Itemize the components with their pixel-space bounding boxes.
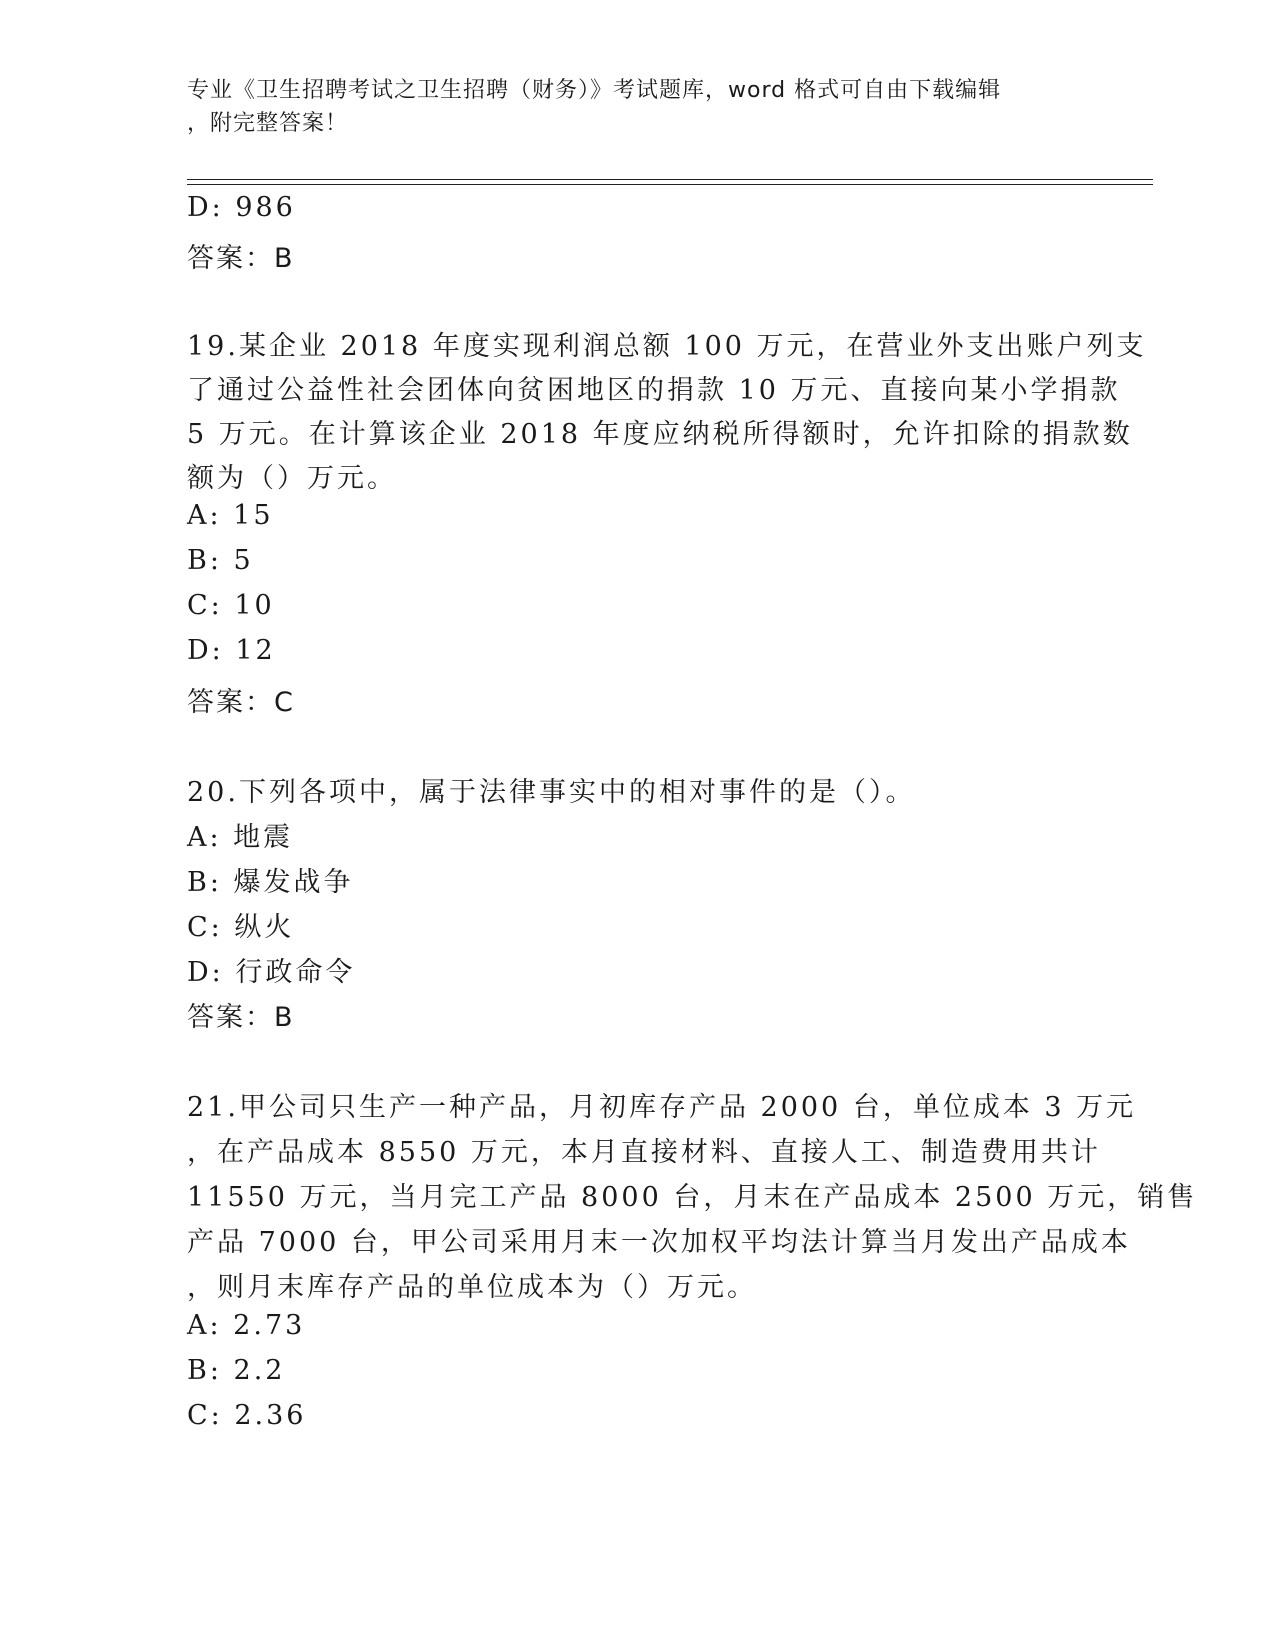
question-20-option-c: C: 纵火 (187, 912, 295, 943)
question-21-option-a: A: 2.73 (187, 1310, 306, 1341)
prev-option-d: D: 986 (187, 192, 296, 223)
question-21-line-2: ，在产品成本 8550 万元，本月直接材料、直接人工、制造费用共计 (187, 1137, 1101, 1168)
prev-answer: 答案：B (187, 243, 295, 274)
header-line-2: ，附完整答案！ (187, 111, 349, 136)
question-19-answer: 答案：C (187, 687, 295, 718)
question-19-option-c: C: 10 (187, 590, 275, 621)
question-19-line-3: 5 万元。在计算该企业 2018 年度应纳税所得额时，允许扣除的捐款数 (187, 419, 1133, 450)
question-19-line-1: 19.某企业 2018 年度实现利润总额 100 万元，在营业外支出账户列支 (187, 331, 1147, 362)
question-21-option-c: C: 2.36 (187, 1400, 307, 1431)
question-19-option-b: B: 5 (187, 545, 254, 576)
question-20-option-d: D: 行政命令 (187, 957, 356, 988)
question-21-line-4: 产品 7000 台，甲公司采用月末一次加权平均法计算当月发出产品成本 (187, 1227, 1131, 1258)
question-21-option-b: B: 2.2 (187, 1355, 286, 1386)
question-20-option-a: A: 地震 (187, 822, 294, 853)
question-19-option-a: A: 15 (187, 500, 274, 531)
question-21-line-1: 21.甲公司只生产一种产品，月初库存产品 2000 台，单位成本 3 万元 (187, 1092, 1137, 1123)
question-19-line-4: 额为（）万元。 (187, 463, 397, 494)
question-20-line-1: 20.下列各项中，属于法律事实中的相对事件的是（）。 (187, 777, 916, 808)
header-divider-top (187, 179, 1153, 180)
question-21-line-3: 11550 万元，当月完工产品 8000 台，月末在产品成本 2500 万元，销售 (187, 1182, 1198, 1213)
question-20-answer: 答案：B (187, 1002, 295, 1033)
header-line-1: 专业《卫生招聘考试之卫生招聘（财务）》考试题库，word 格式可自由下载编辑 (187, 78, 1002, 103)
question-19-option-d: D: 12 (187, 635, 276, 666)
question-19-line-2: 了通过公益性社会团体向贫困地区的捐款 10 万元、直接向某小学捐款 (187, 375, 1121, 406)
page-header (187, 74, 1087, 140)
question-20-option-b: B: 爆发战争 (187, 867, 354, 898)
question-21-line-5: ，则月末库存产品的单位成本为（）万元。 (187, 1272, 757, 1303)
header-divider-bottom (187, 184, 1153, 185)
